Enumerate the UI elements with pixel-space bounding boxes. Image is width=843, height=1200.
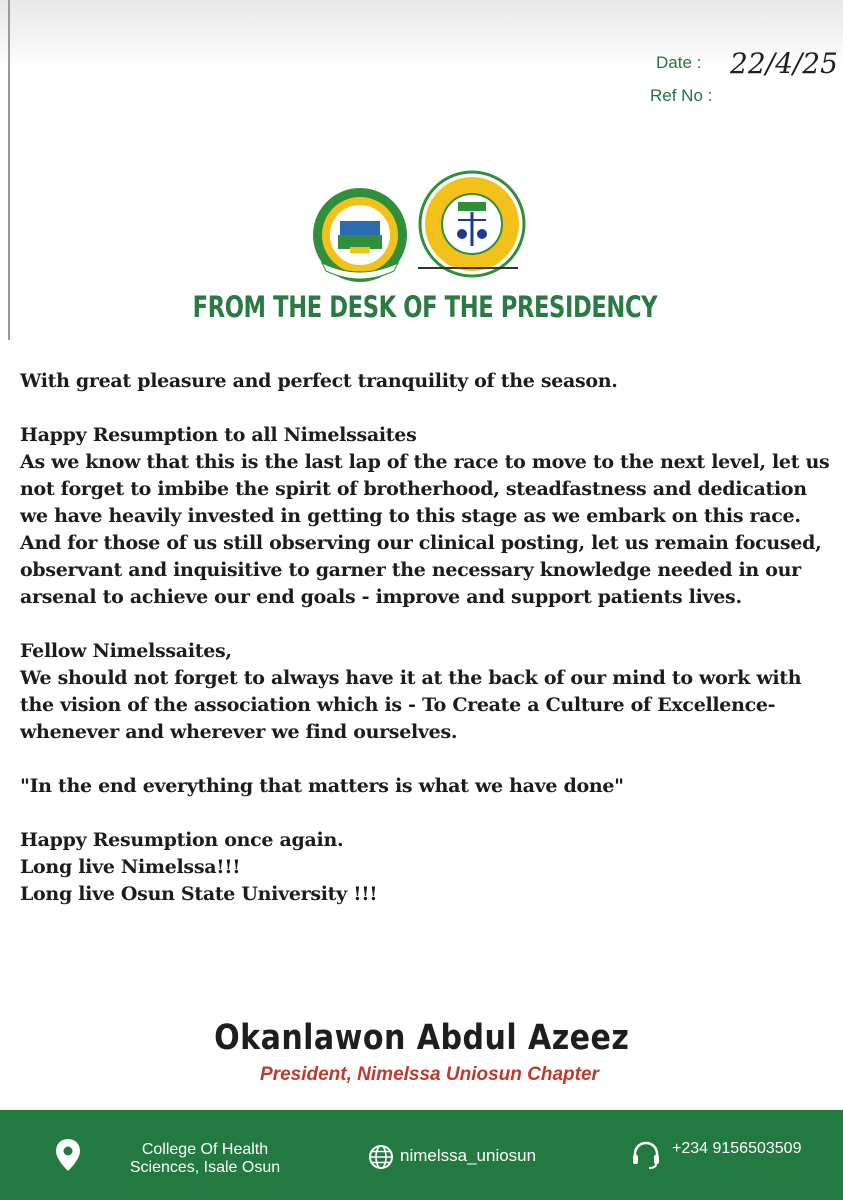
letter-body	[20, 368, 835, 908]
address-line-1: College Of Health	[141, 1141, 269, 1158]
signer-name: Okanlawon Abdul Azeez	[214, 1018, 630, 1058]
ref-label: Ref No :	[650, 86, 713, 105]
association-logo	[418, 170, 526, 278]
closing-line-3: Long live Osun State University !!!	[20, 883, 378, 905]
footer-phone[interactable]: +234 9156503509	[672, 1140, 802, 1157]
edge-line	[8, 0, 10, 340]
location-pin-icon	[55, 1138, 81, 1172]
footer-social[interactable]: nimelssa_uniosun	[400, 1146, 537, 1165]
opening-line: With great pleasure and perfect tranquility of the season.	[20, 370, 618, 392]
date-label: Date :	[656, 53, 702, 72]
address-line-2: Sciences, Isale Osun	[129, 1159, 281, 1176]
top-shade	[0, 0, 843, 70]
page-title: FROM THE DESK OF THE PRESIDENCY	[192, 290, 658, 324]
resumption-paragraph: As we know that this is the last lap of the race to move to the next level, let us not forget to imbibe the spirit of brotherhood, steadfastness and dedication we have heavily invested in getting to this stage as we embark on this race.	[20, 451, 830, 527]
globe-icon	[368, 1144, 394, 1170]
signer-title: President, Nimelssa Uniosun Chapter	[260, 1064, 599, 1085]
resumption-heading: Happy Resumption to all Nimelssaites	[20, 424, 417, 446]
vision-paragraph: We should not forget to always have it at the back of our mind to work with the vision of the association which is - To Create a Culture of Excellence- whenever and wherever we find ourselves.	[20, 667, 802, 743]
footer-address	[120, 1141, 290, 1177]
date-value: 22/4/25	[730, 47, 838, 80]
headset-icon	[630, 1140, 662, 1170]
closing-line-2: Long live Nimelssa!!!	[20, 856, 241, 878]
closing-line-1: Happy Resumption once again.	[20, 829, 344, 851]
fellow-heading: Fellow Nimelssaites,	[20, 640, 232, 662]
quote: "In the end everything that matters is what we have done"	[20, 775, 624, 797]
clinical-paragraph: And for those of us still observing our clinical posting, let us remain focused, observant and inquisitive to garner the necessary knowledge needed in our arsenal to achieve our end goals - improve and support patients lives.	[20, 532, 822, 608]
university-logo	[310, 185, 410, 285]
logo-underline	[418, 267, 518, 269]
